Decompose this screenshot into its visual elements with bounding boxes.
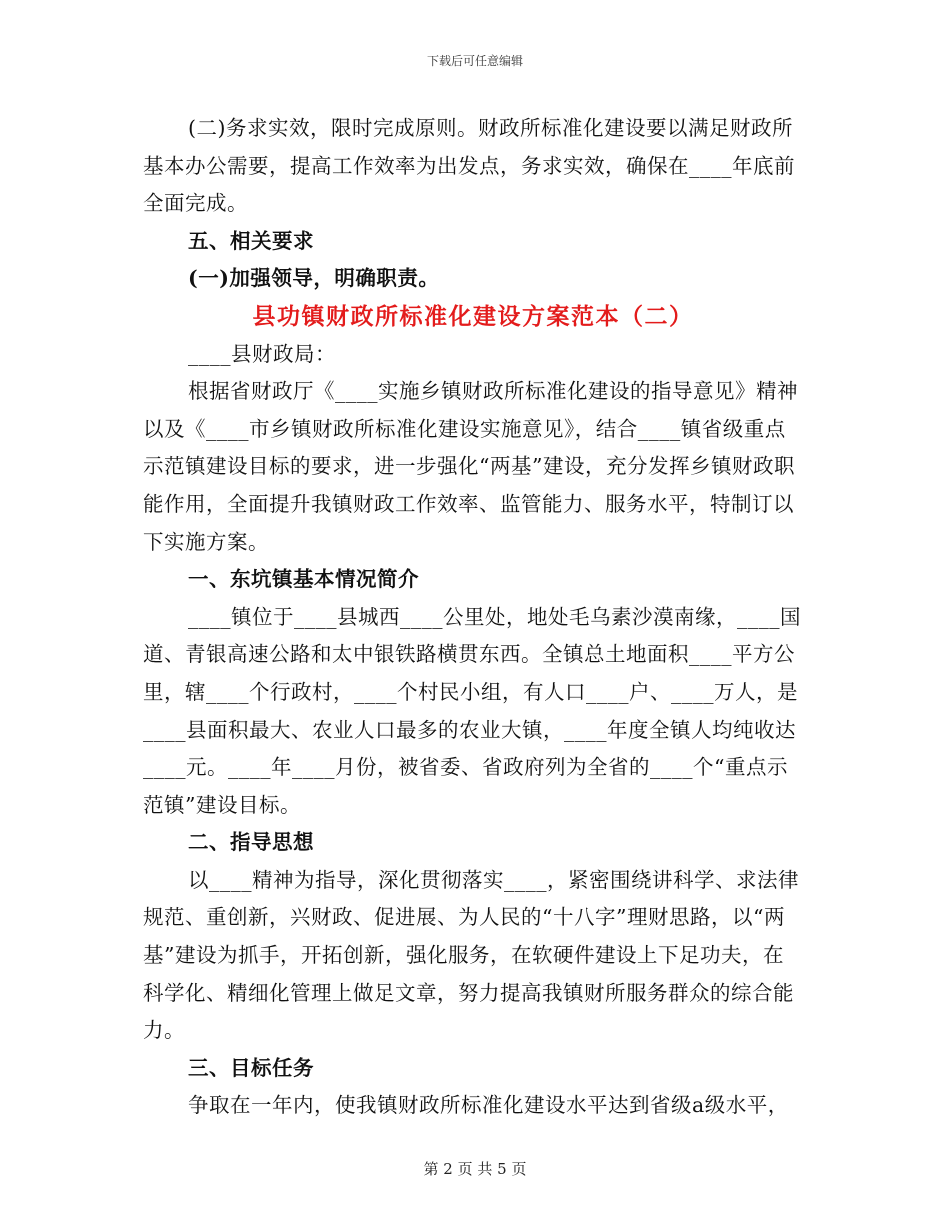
paragraph-basic-info: ____镇位于____县城西____公里处，地处毛乌素沙漠南缘，____国道、青银高速公路和太中银铁路横贯东西。全镇总土地面积____平方公里，辖____个行政村，____个村民小组，有人口____户、____万人，是____县面积最大、农业人口最多的农业大镇，____年度全镇人均纯收达____元。____年____月份，被省委、省政府列为全省的____个“重点示范镇”建设目标。 (143, 604, 801, 817)
paragraph-intro: 根据省财政厅《____实施乡镇财政所标准化建设的指导意见》精神以及《____市乡镇财政所标准化建设实施意见》，结合____镇省级重点示范镇建设目标的要求，进一步强化“两基”建设，充分发挥乡镇财政职能作用，全面提升我镇财政工作效率、监管能力、服务水平，特制订以下实施方案。 (143, 379, 798, 554)
paragraph-guiding-thought: 以____精神为指导，深化贯彻落实____，紧密围绕讲科学、求法律规范、重创新，兴财政、促进展、为人民的“十八字”理财思路，以“两基”建设为抓手，开拓创新，强化服务，在软硬件建设上下足功夫，在科学化、精细化管理上做足文章，努力提高我镇财所服务群众的综合能力。 (143, 867, 799, 1043)
heading-basic-info: 一、东坑镇基本情况简介 (188, 567, 419, 592)
page-footer: 第 2 页 共 5 页 (423, 1160, 527, 1178)
salutation: ____县财政局： (188, 341, 336, 366)
heading-guiding-thought: 二、指导思想 (188, 830, 314, 855)
heading-requirements: 五、相关要求 (188, 228, 314, 253)
paragraph-goals: 争取在一年内，使我镇财政所标准化建设水平达到省级a级水平， (188, 1093, 789, 1118)
document-body (143, 110, 803, 1125)
heading-leadership: (一)加强领导，明确职责。 (188, 266, 440, 291)
paragraph-principle-2: (二)务求实效，限时完成原则。财政所标准化建设要以满足财政所基本办公需要，提高工作效率为出发点，务求实效，确保在____年底前全面完成。 (143, 116, 795, 216)
page-header: 下载后可任意编辑 (426, 54, 523, 68)
heading-goals: 三、目标任务 (188, 1055, 314, 1080)
document-title: 县功镇财政所标准化建设方案范本（二） (252, 302, 694, 330)
